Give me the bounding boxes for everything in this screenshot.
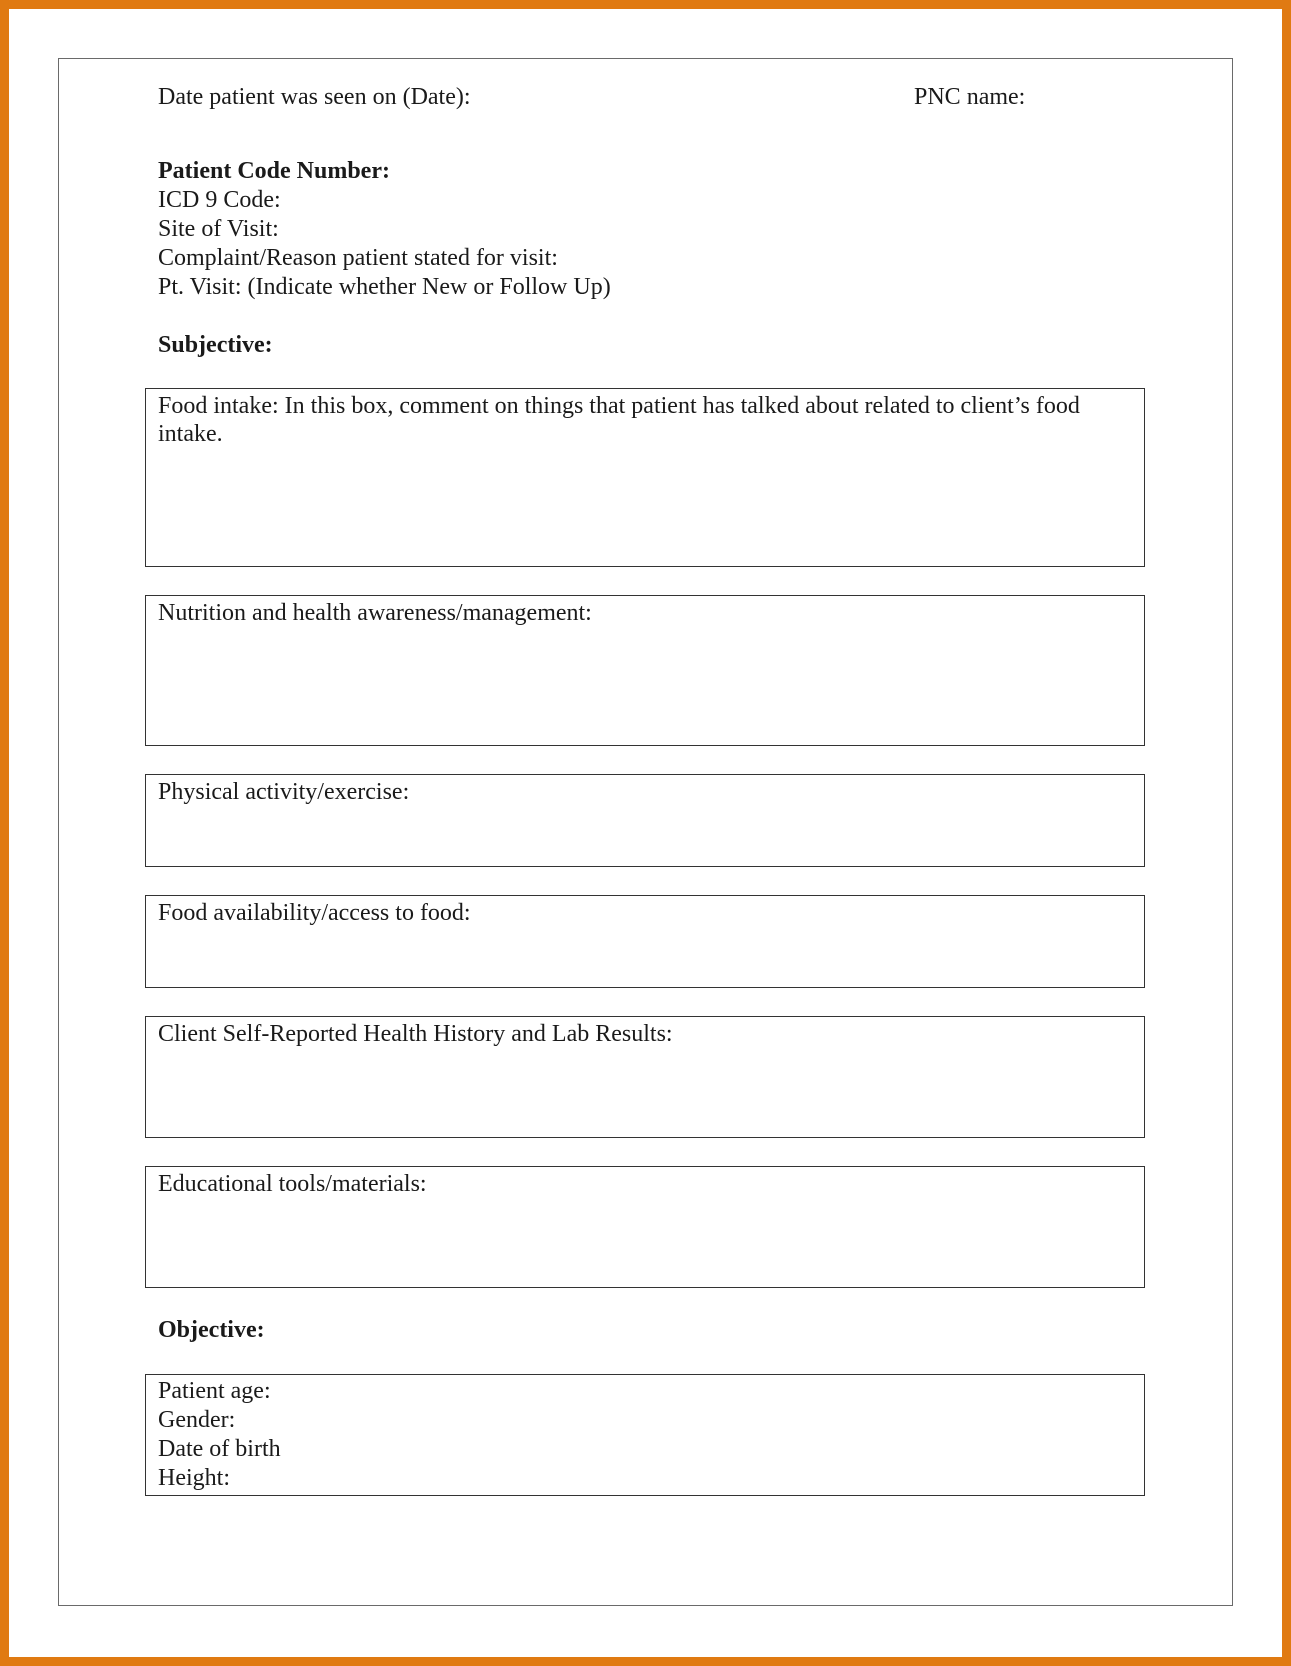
food-availability-box[interactable] — [145, 895, 1145, 988]
health-history-label: Client Self-Reported Health History and Lab Results: — [158, 1021, 673, 1047]
nutrition-awareness-box[interactable] — [145, 595, 1145, 746]
visit-type-label: Pt. Visit: (Indicate whether New or Follow Up) — [158, 274, 611, 300]
food-availability-label: Food availability/access to food: — [158, 900, 471, 926]
objective-heading: Objective: — [158, 1317, 265, 1343]
height-label: Height: — [158, 1465, 230, 1491]
health-history-box[interactable] — [145, 1016, 1145, 1138]
patient-age-label: Patient age: — [158, 1378, 271, 1404]
patient-code-number-label: Patient Code Number: — [158, 158, 390, 184]
pnc-name-label: PNC name: — [914, 84, 1026, 110]
educational-tools-label: Educational tools/materials: — [158, 1171, 427, 1197]
objective-fields — [158, 1377, 281, 1493]
icd9-code-label: ICD 9 Code: — [158, 187, 281, 213]
physical-activity-box[interactable] — [145, 774, 1145, 867]
patient-info-block — [158, 157, 611, 302]
physical-activity-label: Physical activity/exercise: — [158, 779, 410, 805]
gender-label: Gender: — [158, 1407, 236, 1433]
site-of-visit-label: Site of Visit: — [158, 216, 279, 242]
food-intake-box[interactable] — [145, 388, 1145, 567]
nutrition-awareness-label: Nutrition and health awareness/management: — [158, 600, 592, 626]
food-intake-label: Food intake: In this box, comment on things that patient has talked about related to client’s food intake. — [158, 393, 1080, 447]
objective-box[interactable] — [145, 1374, 1145, 1496]
date-of-birth-label: Date of birth — [158, 1436, 281, 1462]
complaint-label: Complaint/Reason patient stated for visit: — [158, 245, 558, 271]
date-seen-label: Date patient was seen on (Date): — [158, 84, 471, 110]
educational-tools-box[interactable] — [145, 1166, 1145, 1288]
subjective-heading: Subjective: — [158, 332, 273, 358]
